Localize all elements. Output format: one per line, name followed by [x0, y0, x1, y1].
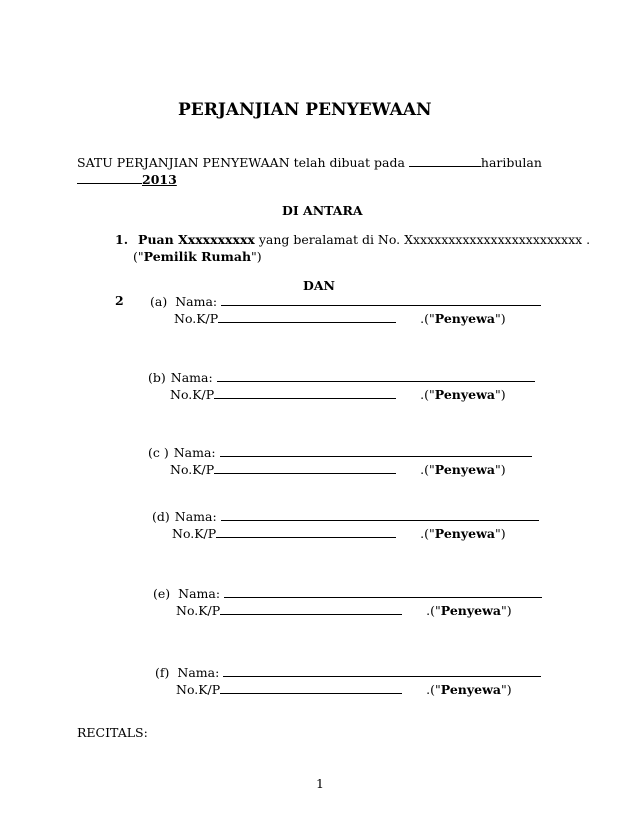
tenant-f-nama-field[interactable]	[223, 664, 541, 677]
tenant-b-role: Penyewa	[434, 387, 495, 402]
tenant-e-nokp-line	[176, 602, 512, 619]
party1-name: Puan Xxxxxxxxxx	[138, 232, 255, 247]
tenant-e-role-open: .("	[426, 603, 441, 618]
tenant-b-nama-line	[148, 369, 535, 386]
tenant-d-role-open: .("	[420, 526, 435, 541]
tenant-a-role-open: .("	[420, 311, 435, 326]
tenant-d-nokp-field[interactable]	[216, 525, 396, 538]
intro-line	[77, 154, 542, 171]
tenant-b-nama-label: Nama:	[170, 370, 213, 385]
tenant-f-nama-label: Nama:	[177, 665, 220, 680]
intro-prefix: SATU PERJANJIAN PENYEWAAN telah dibuat pada	[77, 155, 405, 170]
tenant-d-nokp-line	[172, 525, 506, 542]
tenant-e-nama-field[interactable]	[224, 585, 542, 598]
tenant-a-nama-line	[150, 293, 541, 310]
tenant-e-role: Penyewa	[440, 603, 501, 618]
tenant-f-nokp-line	[176, 681, 512, 698]
tenant-c-role-close: ")	[494, 462, 506, 477]
tenant-f-role: Penyewa	[440, 682, 501, 697]
tenant-d-role-close: ")	[494, 526, 506, 541]
party1-role: Pemilik Rumah	[143, 249, 252, 264]
date-day-blank	[409, 154, 481, 167]
intro-mid: haribulan	[480, 155, 542, 170]
tenant-e-nokp-field[interactable]	[220, 602, 402, 615]
party1-line	[115, 232, 590, 248]
tenant-a-nokp-field[interactable]	[218, 310, 396, 323]
tenant-c-role: Penyewa	[434, 462, 495, 477]
tenant-f-nama-line	[155, 664, 541, 681]
tenant-f-role-close: ")	[500, 682, 512, 697]
tenant-b-label: (b)	[148, 370, 166, 385]
party1-role-close: ")	[251, 249, 262, 264]
tenant-e-nokp-label: No.K/P	[176, 603, 221, 618]
tenant-a-role: Penyewa	[434, 311, 495, 326]
party1-number: 1.	[115, 232, 129, 247]
tenant-a-nokp-label: No.K/P	[174, 311, 219, 326]
tenant-b-nokp-field[interactable]	[214, 386, 396, 399]
tenant-b-nokp-line	[170, 386, 506, 403]
tenant-f-nokp-label: No.K/P	[176, 682, 221, 697]
tenant-f-nokp-field[interactable]	[220, 681, 402, 694]
tenant-a-nama-label: Nama:	[175, 294, 218, 309]
party1-role-open: ("	[133, 249, 144, 264]
tenant-c-nama-label: Nama:	[173, 445, 216, 460]
tenant-d-nama-field[interactable]	[221, 508, 539, 521]
tenant-e-label: (e)	[153, 586, 171, 601]
date-month-blank	[77, 171, 142, 184]
party2-number: 2	[115, 293, 124, 308]
tenant-d-nokp-label: No.K/P	[172, 526, 217, 541]
intro-year: 2013	[142, 172, 177, 187]
tenant-e-nama-label: Nama:	[178, 586, 221, 601]
tenant-c-nokp-field[interactable]	[214, 461, 396, 474]
tenant-d-nama-line	[152, 508, 539, 525]
tenant-c-nokp-line	[170, 461, 506, 478]
tenant-f-role-open: .("	[426, 682, 441, 697]
page-number: 1	[316, 776, 324, 791]
tenant-b-role-close: ")	[494, 387, 506, 402]
tenant-c-nokp-label: No.K/P	[170, 462, 215, 477]
tenant-e-role-close: ")	[500, 603, 512, 618]
tenant-c-role-open: .("	[420, 462, 435, 477]
party1-role-line	[133, 249, 262, 265]
document-title: PERJANJIAN PENYEWAAN	[178, 100, 432, 120]
party1-address: yang beralamat di No. Xxxxxxxxxxxxxxxxxxxxxxxxx .	[258, 232, 591, 247]
tenant-e-nama-line	[153, 585, 542, 602]
tenant-a-label: (a)	[150, 294, 168, 309]
intro-year-line	[77, 171, 177, 188]
tenant-a-role-close: ")	[494, 311, 506, 326]
tenant-c-nama-field[interactable]	[220, 444, 532, 457]
tenant-a-nokp-line	[174, 310, 506, 327]
tenant-f-label: (f)	[155, 665, 170, 680]
tenant-d-label: (d)	[152, 509, 170, 524]
tenant-b-nokp-label: No.K/P	[170, 387, 215, 402]
tenant-b-role-open: .("	[420, 387, 435, 402]
tenant-a-nama-field[interactable]	[221, 293, 541, 306]
dan-heading: DAN	[303, 278, 335, 293]
tenant-d-nama-label: Nama:	[174, 509, 217, 524]
tenant-c-label: (c )	[148, 445, 169, 460]
tenant-b-nama-field[interactable]	[217, 369, 535, 382]
tenant-c-nama-line	[148, 444, 532, 461]
recitals-heading: RECITALS:	[77, 725, 148, 740]
tenant-d-role: Penyewa	[434, 526, 495, 541]
di-antara-heading: DI ANTARA	[282, 203, 363, 218]
